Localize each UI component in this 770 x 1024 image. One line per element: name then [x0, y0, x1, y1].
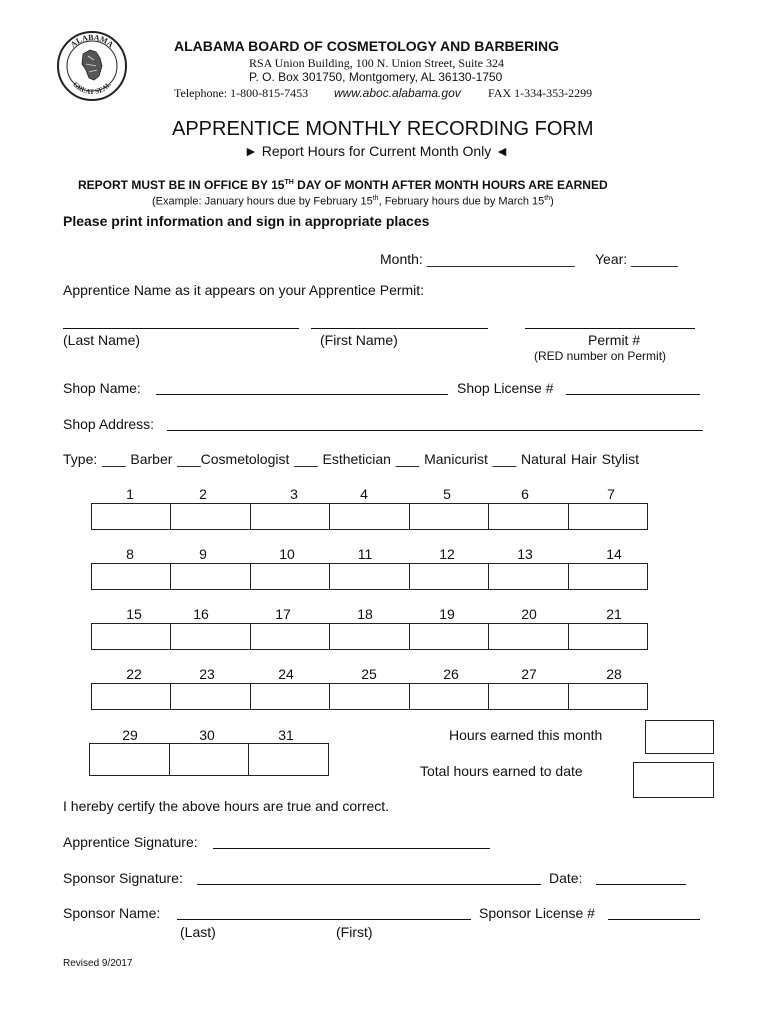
shop-address-input[interactable] [167, 430, 703, 431]
day-14-hours-input[interactable] [569, 564, 647, 589]
day-16-label: 16 [193, 606, 209, 622]
svg-text:GREAT SEAL [71, 80, 113, 96]
day-5-label: 5 [443, 486, 451, 502]
first-name-input[interactable] [311, 328, 488, 329]
sponsor-license-label: Sponsor License # [479, 905, 595, 921]
day-2-label: 2 [199, 486, 207, 502]
sponsor-last-label: (Last) [180, 924, 216, 940]
day-19-label: 19 [439, 606, 455, 622]
day-24-label: 24 [278, 666, 294, 682]
day-13-hours-input[interactable] [489, 564, 568, 589]
shop-name-label: Shop Name: [63, 380, 141, 396]
print-instruction: Please print information and sign in appropriate places [63, 213, 430, 229]
hours-month-label: Hours earned this month [449, 727, 603, 743]
day-22-hours-input[interactable] [92, 684, 171, 709]
day-3-hours-input[interactable] [251, 504, 330, 529]
day-10-label: 10 [279, 546, 295, 562]
day-2-hours-input[interactable] [171, 504, 250, 529]
day-29-hours-input[interactable] [90, 744, 170, 775]
day-15-hours-input[interactable] [92, 624, 171, 649]
form-title: APPRENTICE MONTHLY RECORDING FORM [172, 118, 594, 140]
first-name-label: (First Name) [320, 332, 398, 348]
board-name: ALABAMA BOARD OF COSMETOLOGY AND BARBERING [174, 38, 559, 54]
form-subtitle: ► Report Hours for Current Month Only ◄ [244, 143, 510, 159]
day-16-hours-input[interactable] [171, 624, 250, 649]
shop-license-label: Shop License # [457, 380, 554, 396]
apprentice-signature-input[interactable] [213, 848, 490, 849]
apprentice-signature-label: Apprentice Signature: [63, 834, 198, 850]
year-field[interactable]: Year: ______ [595, 251, 678, 267]
week-4-hours-row [91, 683, 648, 710]
day-24-hours-input[interactable] [251, 684, 330, 709]
example-sup2: th [544, 195, 551, 202]
permit-note: (RED number on Permit) [534, 349, 667, 363]
week-5-hours-row [89, 743, 329, 776]
last-name-input[interactable] [63, 328, 299, 329]
day-10-hours-input[interactable] [251, 564, 330, 589]
day-26-label: 26 [443, 666, 459, 682]
day-6-label: 6 [521, 486, 529, 502]
certification-statement: I hereby certify the above hours are true and correct. [63, 798, 390, 814]
day-27-hours-input[interactable] [489, 684, 568, 709]
day-17-hours-input[interactable] [251, 624, 330, 649]
day-23-hours-input[interactable] [171, 684, 250, 709]
example-part2: , February hours due by March 15 [378, 195, 545, 208]
sponsor-signature-label: Sponsor Signature: [63, 870, 183, 886]
sponsor-signature-input[interactable] [197, 884, 541, 885]
day-18-label: 18 [357, 606, 373, 622]
permit-number-input[interactable] [525, 328, 695, 329]
seal-top-text: ALABAMA [68, 32, 116, 50]
day-8-label: 8 [126, 546, 134, 562]
day-9-label: 9 [199, 546, 207, 562]
day-4-label: 4 [360, 486, 368, 502]
shop-license-input[interactable] [566, 394, 700, 395]
day-7-label: 7 [607, 486, 615, 502]
example-sup1: th [372, 195, 379, 202]
day-3-label: 3 [290, 486, 298, 502]
day-26-hours-input[interactable] [410, 684, 489, 709]
deadline-sup: TH [284, 179, 294, 186]
day-25-hours-input[interactable] [330, 684, 409, 709]
day-29-label: 29 [122, 727, 138, 743]
day-1-label: 1 [126, 486, 134, 502]
day-31-label: 31 [278, 727, 294, 743]
day-19-hours-input[interactable] [410, 624, 489, 649]
day-9-hours-input[interactable] [171, 564, 250, 589]
month-field[interactable]: Month: ___________________ [380, 251, 575, 267]
day-28-hours-input[interactable] [569, 684, 647, 709]
day-5-hours-input[interactable] [410, 504, 489, 529]
day-22-label: 22 [126, 666, 142, 682]
day-21-label: 21 [606, 606, 622, 622]
sponsor-first-label: (First) [336, 924, 373, 940]
permit-label: Permit # [588, 332, 641, 348]
hours-total-input[interactable] [633, 762, 714, 798]
day-25-label: 25 [361, 666, 377, 682]
deadline-notice [78, 178, 608, 192]
deadline-example [152, 195, 554, 208]
day-17-label: 17 [275, 606, 291, 622]
sponsor-license-input[interactable] [608, 919, 700, 920]
day-7-hours-input[interactable] [569, 504, 647, 529]
sponsor-name-label: Sponsor Name: [63, 905, 161, 921]
day-15-label: 15 [126, 606, 142, 622]
day-1-hours-input[interactable] [92, 504, 171, 529]
day-31-hours-input[interactable] [249, 744, 328, 775]
telephone: Telephone: 1-800-815-7453 [174, 86, 309, 100]
date-input[interactable] [596, 884, 686, 885]
address-line: RSA Union Building, 100 N. Union Street, Suite 324 [249, 56, 505, 70]
sponsor-name-input[interactable] [177, 919, 471, 920]
day-21-hours-input[interactable] [569, 624, 647, 649]
day-28-label: 28 [606, 666, 622, 682]
day-20-hours-input[interactable] [489, 624, 568, 649]
day-30-label: 30 [199, 727, 215, 743]
day-23-label: 23 [199, 666, 215, 682]
seal-bottom-text: GREAT SEAL [71, 80, 113, 97]
website-link[interactable]: www.aboc.alabama.gov [334, 86, 461, 100]
license-type-options[interactable]: Type: ___ Barber ___Cosmetologist ___ Esthetician ___ Manicurist ___ Natural Hair Stylist [63, 451, 639, 467]
day-6-hours-input[interactable] [489, 504, 568, 529]
day-13-label: 13 [517, 546, 533, 562]
apprentice-name-label: Apprentice Name as it appears on your Apprentice Permit: [63, 282, 425, 298]
hours-total-label: Total hours earned to date [420, 763, 583, 779]
day-27-label: 27 [521, 666, 537, 682]
hours-month-input[interactable] [645, 720, 714, 754]
deadline-part2: DAY OF MONTH AFTER MONTH HOURS ARE EARNED [293, 178, 608, 192]
shop-address-label: Shop Address: [63, 416, 155, 432]
deadline-part1: REPORT MUST BE IN OFFICE BY 15 [78, 178, 285, 192]
shop-name-input[interactable] [156, 394, 448, 395]
day-18-hours-input[interactable] [330, 624, 409, 649]
state-seal [56, 30, 128, 102]
fax: FAX 1-334-353-2299 [488, 86, 593, 100]
day-30-hours-input[interactable] [170, 744, 250, 775]
example-part1: (Example: January hours due by February 15 [152, 195, 373, 208]
week-3-hours-row [91, 623, 648, 650]
day-20-label: 20 [521, 606, 537, 622]
week-1-hours-row [91, 503, 648, 530]
day-4-hours-input[interactable] [330, 504, 409, 529]
day-12-label: 12 [439, 546, 455, 562]
po-box: P. O. Box 301750, Montgomery, AL 36130-1750 [249, 70, 503, 84]
day-14-label: 14 [606, 546, 622, 562]
day-12-hours-input[interactable] [410, 564, 489, 589]
week-2-hours-row [91, 563, 648, 590]
last-name-label: (Last Name) [63, 332, 141, 348]
date-label: Date: [549, 870, 583, 886]
example-part3: ) [550, 195, 554, 208]
revised-date: Revised 9/2017 [63, 958, 133, 969]
day-11-hours-input[interactable] [330, 564, 409, 589]
day-8-hours-input[interactable] [92, 564, 171, 589]
day-11-label: 11 [357, 546, 373, 562]
